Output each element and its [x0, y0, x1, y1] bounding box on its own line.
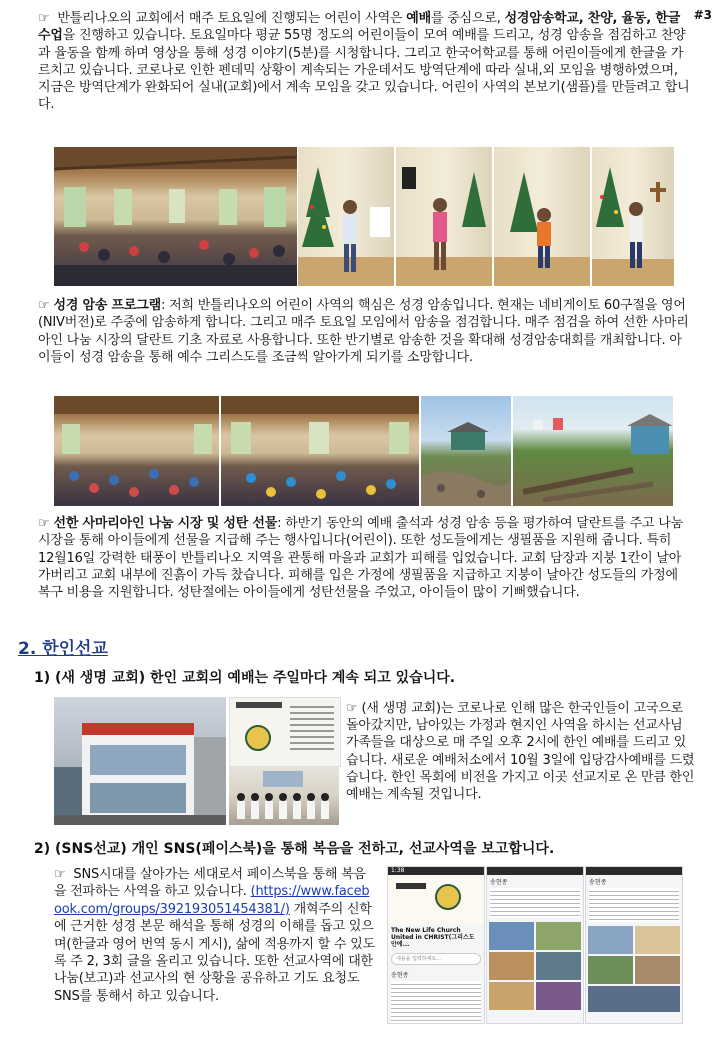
samaritan-market-paragraph [38, 515, 690, 601]
status-bar [586, 867, 682, 875]
section-title: 선한 사마리아인 나눔 시장 및 성탄 선물 [53, 516, 278, 531]
photo-illustration [298, 147, 394, 286]
text: (새 생명 교회)는 코로나로 인해 많은 한국인들이 고국으로 돌아갔지만, 남아있는 가정과 현지인 사역을 하시는 선교사님 가족들을 대상으로 매 주일 오후 2시에 한인 예배를 드리고 있습니다. 새로운 예배처소에서 10월 3일에 입당감사예배를 드렸습니다. 한인 목회에 비전을 가지고 이곳 선교지로 온 만큼 한인 예배는 계속될 것입니다. [346, 701, 695, 803]
post-author: 송현종 [391, 972, 409, 979]
status-bar: 1:38 [388, 867, 484, 875]
photo-illustration [54, 697, 226, 825]
bible-memory-paragraph [38, 297, 690, 366]
section-title: 성경 암송 프로그램 [53, 298, 161, 313]
typhoon-damage-photo-1 [421, 396, 511, 506]
photo-illustration [494, 147, 590, 286]
post-author: 송현종 [490, 879, 508, 886]
new-church-building-photo [54, 697, 226, 825]
status-bar [487, 867, 583, 875]
post-photo-grid [586, 926, 682, 1016]
pointing-hand-icon: ☞ [38, 11, 50, 26]
facebook-screenshot-3 [585, 866, 683, 1024]
child-reciting-photo-3 [494, 147, 590, 286]
text: : 저희 반틀리나오의 어린이 사역의 핵심은 성경 암송입니다. 현재는 네비게이토 60구절을 영어(NIV버전)로 주중에 암송하게 합니다. 그리고 매주 토요일 모임에서 암송을 점검합니다. 매주 점검을 하여 선한 사마리아인 나눔 시장의 달란트 기초 자료로 사용합니다. 또한 반기별로 암송한 것을 확대해 성경암송대회를 개최합니다. 아이들이 성경 암송을 통해 예수 그리스도를 조금씩 알아가게 되기를 소망합니다. [38, 298, 689, 365]
children-ministry-paragraph [38, 10, 690, 114]
photo-illustration [230, 698, 340, 766]
photo-illustration [54, 396, 219, 506]
facebook-group-link[interactable]: (https://www.facebook.com/groups/392193051454381/) [54, 884, 370, 917]
group-name: The New Life Church United in CHRIST(그리스도 안에... [391, 927, 475, 948]
typhoon-damage-photo-2 [513, 396, 673, 506]
photo-illustration [396, 147, 492, 286]
child-reciting-photo-4 [592, 147, 674, 286]
text: : 하반기 동안의 예배 출석과 성경 암송 등을 평가하여 달란트를 주고 나눔 시장을 통해 아이들에게 선물을 지급해 주는 행사입니다(어린이). 또한 성도들에게는 생필품을 지원해 줍니다. 특히 12월16일 강력한 태풍이 반틀리나오 지역을 관통해 마을과 교회가 피해를 입었습니다. 교회 담장과 지붕 1칸이 날아가버리고 교회 내부에 진흙이 가득 찼습니다. 피해를 입은 가정에 생필품을 지급하고 지붕이 날아간 성도들의 가정에 복구 비용을 지원합니다. 성탄절에는 아이들에게 성탄선물을 주었고, 아이들이 많이 기뻐했습니다. [38, 516, 683, 601]
text: 개혁주의 신학에 근거한 성경 본문 해석을 통해 성경의 이해를 돕고 있으며(한글과 영어 번역 동시 게시), 삶에 적용까지 할 수 있도록 주 2, 3회 글을 올리고 있습니다. 또한 선교사역에 대한 나눔(보고)과 선교사의 현 상황을 공유하고 기도 요청도 SNS를 통해서 하고 있습니다. [54, 901, 375, 1004]
pointing-hand-icon: ☞ [346, 701, 358, 716]
subheading-new-life-church: 1) (새 생명 교회) 한인 교회의 예배는 주일마다 계속 되고 있습니다. [34, 670, 456, 686]
child-reciting-photo-1 [298, 147, 394, 286]
text: SNS시대를 살아가는 세대로서 페이스북을 통해 복음을 전파하는 사역을 하고 있습니다. [54, 867, 366, 900]
bold-text: 예배 [406, 11, 431, 26]
post-text-lines [589, 888, 679, 922]
text: 반틀리나오의 교회에서 매주 토요일에 진행되는 어린이 사역은 [53, 11, 407, 26]
pointing-hand-icon: ☞ [54, 867, 66, 882]
photo-illustration [54, 147, 297, 286]
write-post-field[interactable]: 내용을 입력하세요... [391, 953, 481, 965]
subheading-sns-mission: 2) (SNS선교) 개인 SNS(페이스북)을 통해 복음을 전하고, 선교사역을 보고합니다. [34, 841, 555, 857]
page-number: #3 [693, 8, 712, 22]
facebook-screenshot-1 [387, 866, 485, 1024]
new-life-church-paragraph [346, 700, 698, 803]
photo-illustration [592, 147, 674, 286]
post-text-lines [490, 888, 580, 918]
facebook-screenshot-2 [486, 866, 584, 1024]
child-reciting-photo-2 [396, 147, 492, 286]
church-bulletin-photo [229, 697, 341, 767]
pointing-hand-icon: ☞ [38, 516, 50, 531]
pointing-hand-icon: ☞ [38, 298, 50, 313]
children-gathering-photo-1 [54, 396, 219, 506]
photo-illustration [221, 396, 419, 506]
text: 을 진행하고 있습니다. 토요일마다 평균 55명 정도의 어린이들이 모여 예배를 드리고, 성경 암송을 점검하고 찬양과 율동을 함께 하며 영상을 통해 성경 이야기(5분)를 시청합니다. 그리고 한국어학교를 통해 어린이들에게 한글을 가르치고 있습니다. 코로나로 인한 펜데믹 상황이 계속되는 가운데서도 방역단계에 따라 실내,외 모임을 병행하였으며, 지금은 방역단계가 완화되어 실내(교회)에서 계속 모임을 갖고 있습니다. 어린이 사역의 본보기(샘플)를 만들려고 합니다. [38, 28, 690, 113]
section-heading-korean-mission: 2. 한인선교 [18, 639, 108, 659]
group-cover-image [388, 875, 484, 925]
photo-illustration [229, 767, 339, 825]
congregation-photo [229, 767, 339, 825]
photo-illustration [421, 396, 511, 506]
sns-paragraph [54, 866, 376, 1005]
photo-illustration [513, 396, 673, 506]
text: 를 중심으로, [430, 11, 505, 26]
bold-text: 성경암송학교, 찬양, 율동, 한글 수업 [38, 11, 681, 44]
church-worship-photo [54, 147, 297, 286]
post-author: 송현종 [589, 879, 607, 886]
post-text-lines [391, 981, 481, 1024]
children-gathering-photo-2 [221, 396, 419, 506]
post-photo-grid [487, 922, 583, 1022]
